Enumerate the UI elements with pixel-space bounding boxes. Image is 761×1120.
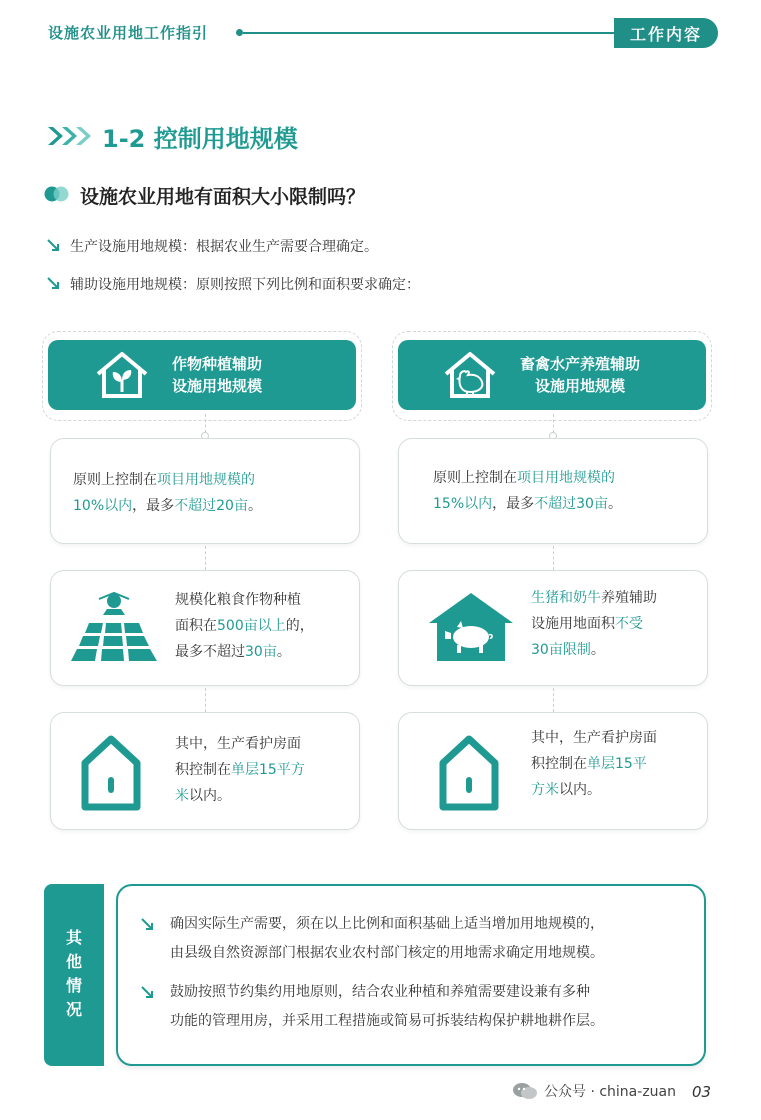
bullet-auxiliary bbox=[46, 274, 420, 294]
right-card-ratio bbox=[398, 438, 708, 544]
right-column-header bbox=[398, 340, 706, 410]
other-item-line: 确因实际生产需要，须在以上比例和面积基础上适当增加用地规模的， bbox=[170, 916, 604, 932]
other-item bbox=[140, 910, 696, 968]
card-text: 其中，生产看护房面 bbox=[531, 730, 657, 746]
right-header-line2: 设施用地规模 bbox=[535, 377, 626, 395]
connector-line bbox=[205, 688, 206, 712]
card-text: 积控制在 bbox=[531, 756, 587, 772]
card-text: 的， bbox=[285, 618, 314, 634]
card-highlight: 生猪和奶牛 bbox=[531, 590, 601, 606]
card-text: 设施用地面积 bbox=[531, 616, 615, 632]
card-highlight: 不超过30亩 bbox=[534, 496, 608, 512]
card-text: 以内。 bbox=[559, 782, 601, 798]
label-char: 他 bbox=[65, 952, 82, 971]
card-highlight: 30亩限制 bbox=[531, 642, 591, 658]
card-text: 规模化粮食作物种植 bbox=[175, 592, 301, 608]
card-highlight: 不受 bbox=[615, 616, 643, 632]
card-highlight: 10%以内 bbox=[73, 498, 133, 514]
guard-house-icon bbox=[437, 733, 501, 811]
diagonal-arrow-icon bbox=[140, 917, 156, 933]
card-text: 。 bbox=[276, 644, 291, 660]
card-text: 最多不超过 bbox=[175, 644, 245, 660]
label-char: 况 bbox=[65, 1000, 82, 1019]
house-chicken-icon bbox=[440, 348, 500, 402]
question-heading: 设施农业用地有面积大小限制吗？ bbox=[80, 186, 366, 208]
left-card-ratio bbox=[50, 438, 360, 544]
card-highlight: 米 bbox=[175, 788, 189, 804]
bullet-text: 辅助设施用地规模：原则按照下列比例和面积要求确定： bbox=[70, 277, 420, 293]
card-text: 面积在 bbox=[175, 618, 217, 634]
card-text: 以内。 bbox=[189, 788, 231, 804]
chevrons-icon bbox=[46, 124, 96, 148]
other-item-line: 鼓励按照节约集约用地原则，结合农业种植和养殖需要建设兼有多种 bbox=[170, 984, 590, 1000]
diagonal-arrow-icon bbox=[140, 985, 156, 1001]
bullet-text: 生产设施用地规模：根据农业生产需要合理确定。 bbox=[70, 239, 378, 255]
diagonal-arrow-icon bbox=[46, 238, 62, 254]
header-dot bbox=[236, 29, 243, 36]
watermark-text: 公众号 · china-zuan bbox=[544, 1084, 676, 1100]
house-sprout-icon bbox=[92, 348, 152, 402]
card-text: 养殖辅助 bbox=[601, 590, 657, 606]
bullet-production bbox=[46, 236, 378, 256]
left-column-header bbox=[48, 340, 356, 410]
left-header-line2: 设施用地规模 bbox=[172, 377, 263, 395]
diagonal-arrow-icon bbox=[46, 276, 62, 292]
pill-bullet-icon bbox=[44, 186, 70, 202]
guard-house-icon bbox=[79, 733, 143, 811]
card-text: 原则上控制在 bbox=[433, 470, 517, 486]
watermark bbox=[512, 1081, 676, 1101]
other-situations-label bbox=[62, 926, 86, 1022]
card-highlight: 方米 bbox=[531, 782, 559, 798]
card-text: ，最多 bbox=[492, 496, 535, 512]
card-highlight: 单层15平方 bbox=[231, 762, 305, 778]
card-text: 原则上控制在 bbox=[73, 472, 157, 488]
pig-barn-icon bbox=[427, 589, 515, 669]
other-item-line: 由县级自然资源部门根据农业农村部门核定的用地需求确定用地规模。 bbox=[170, 945, 604, 961]
right-card-livestock bbox=[398, 570, 708, 686]
right-header-line1: 畜禽水产养殖辅助 bbox=[520, 355, 641, 373]
card-text: 。 bbox=[590, 642, 605, 658]
card-text: 。 bbox=[247, 498, 262, 514]
grain-field-icon bbox=[69, 587, 159, 671]
wechat-icon bbox=[512, 1082, 538, 1100]
other-item-line: 功能的管理用房，并采用工程措施或简易可拆装结构保护耕地耕作层。 bbox=[170, 1013, 604, 1029]
right-card-guardhouse bbox=[398, 712, 708, 830]
left-header-line1: 作物种植辅助 bbox=[172, 355, 263, 373]
card-highlight: 单层15平 bbox=[587, 756, 647, 772]
document-header-title: 设施农业用地工作指引 bbox=[48, 24, 209, 42]
card-highlight: 500亩以上 bbox=[217, 618, 286, 634]
header-rule bbox=[243, 32, 621, 34]
connector-line bbox=[205, 546, 206, 570]
card-highlight: 项目用地规模的 bbox=[517, 470, 615, 486]
card-highlight: 30亩 bbox=[245, 644, 277, 660]
card-text: 积控制在 bbox=[175, 762, 231, 778]
page-number: 03 bbox=[692, 1083, 712, 1101]
connector-line bbox=[553, 688, 554, 712]
section-title: 1-2 控制用地规模 bbox=[102, 125, 298, 153]
label-char: 情 bbox=[65, 976, 82, 995]
card-highlight: 15%以内 bbox=[433, 496, 493, 512]
other-item bbox=[140, 978, 696, 1036]
section-badge: 工作内容 bbox=[614, 18, 718, 48]
card-highlight: 项目用地规模的 bbox=[157, 472, 255, 488]
label-char: 其 bbox=[65, 928, 82, 947]
card-text: ，最多 bbox=[132, 498, 175, 514]
left-card-guardhouse bbox=[50, 712, 360, 830]
left-card-grain bbox=[50, 570, 360, 686]
connector-line bbox=[553, 546, 554, 570]
card-text: 。 bbox=[607, 496, 622, 512]
card-text: 其中，生产看护房面 bbox=[175, 736, 301, 752]
card-highlight: 不超过20亩 bbox=[174, 498, 248, 514]
